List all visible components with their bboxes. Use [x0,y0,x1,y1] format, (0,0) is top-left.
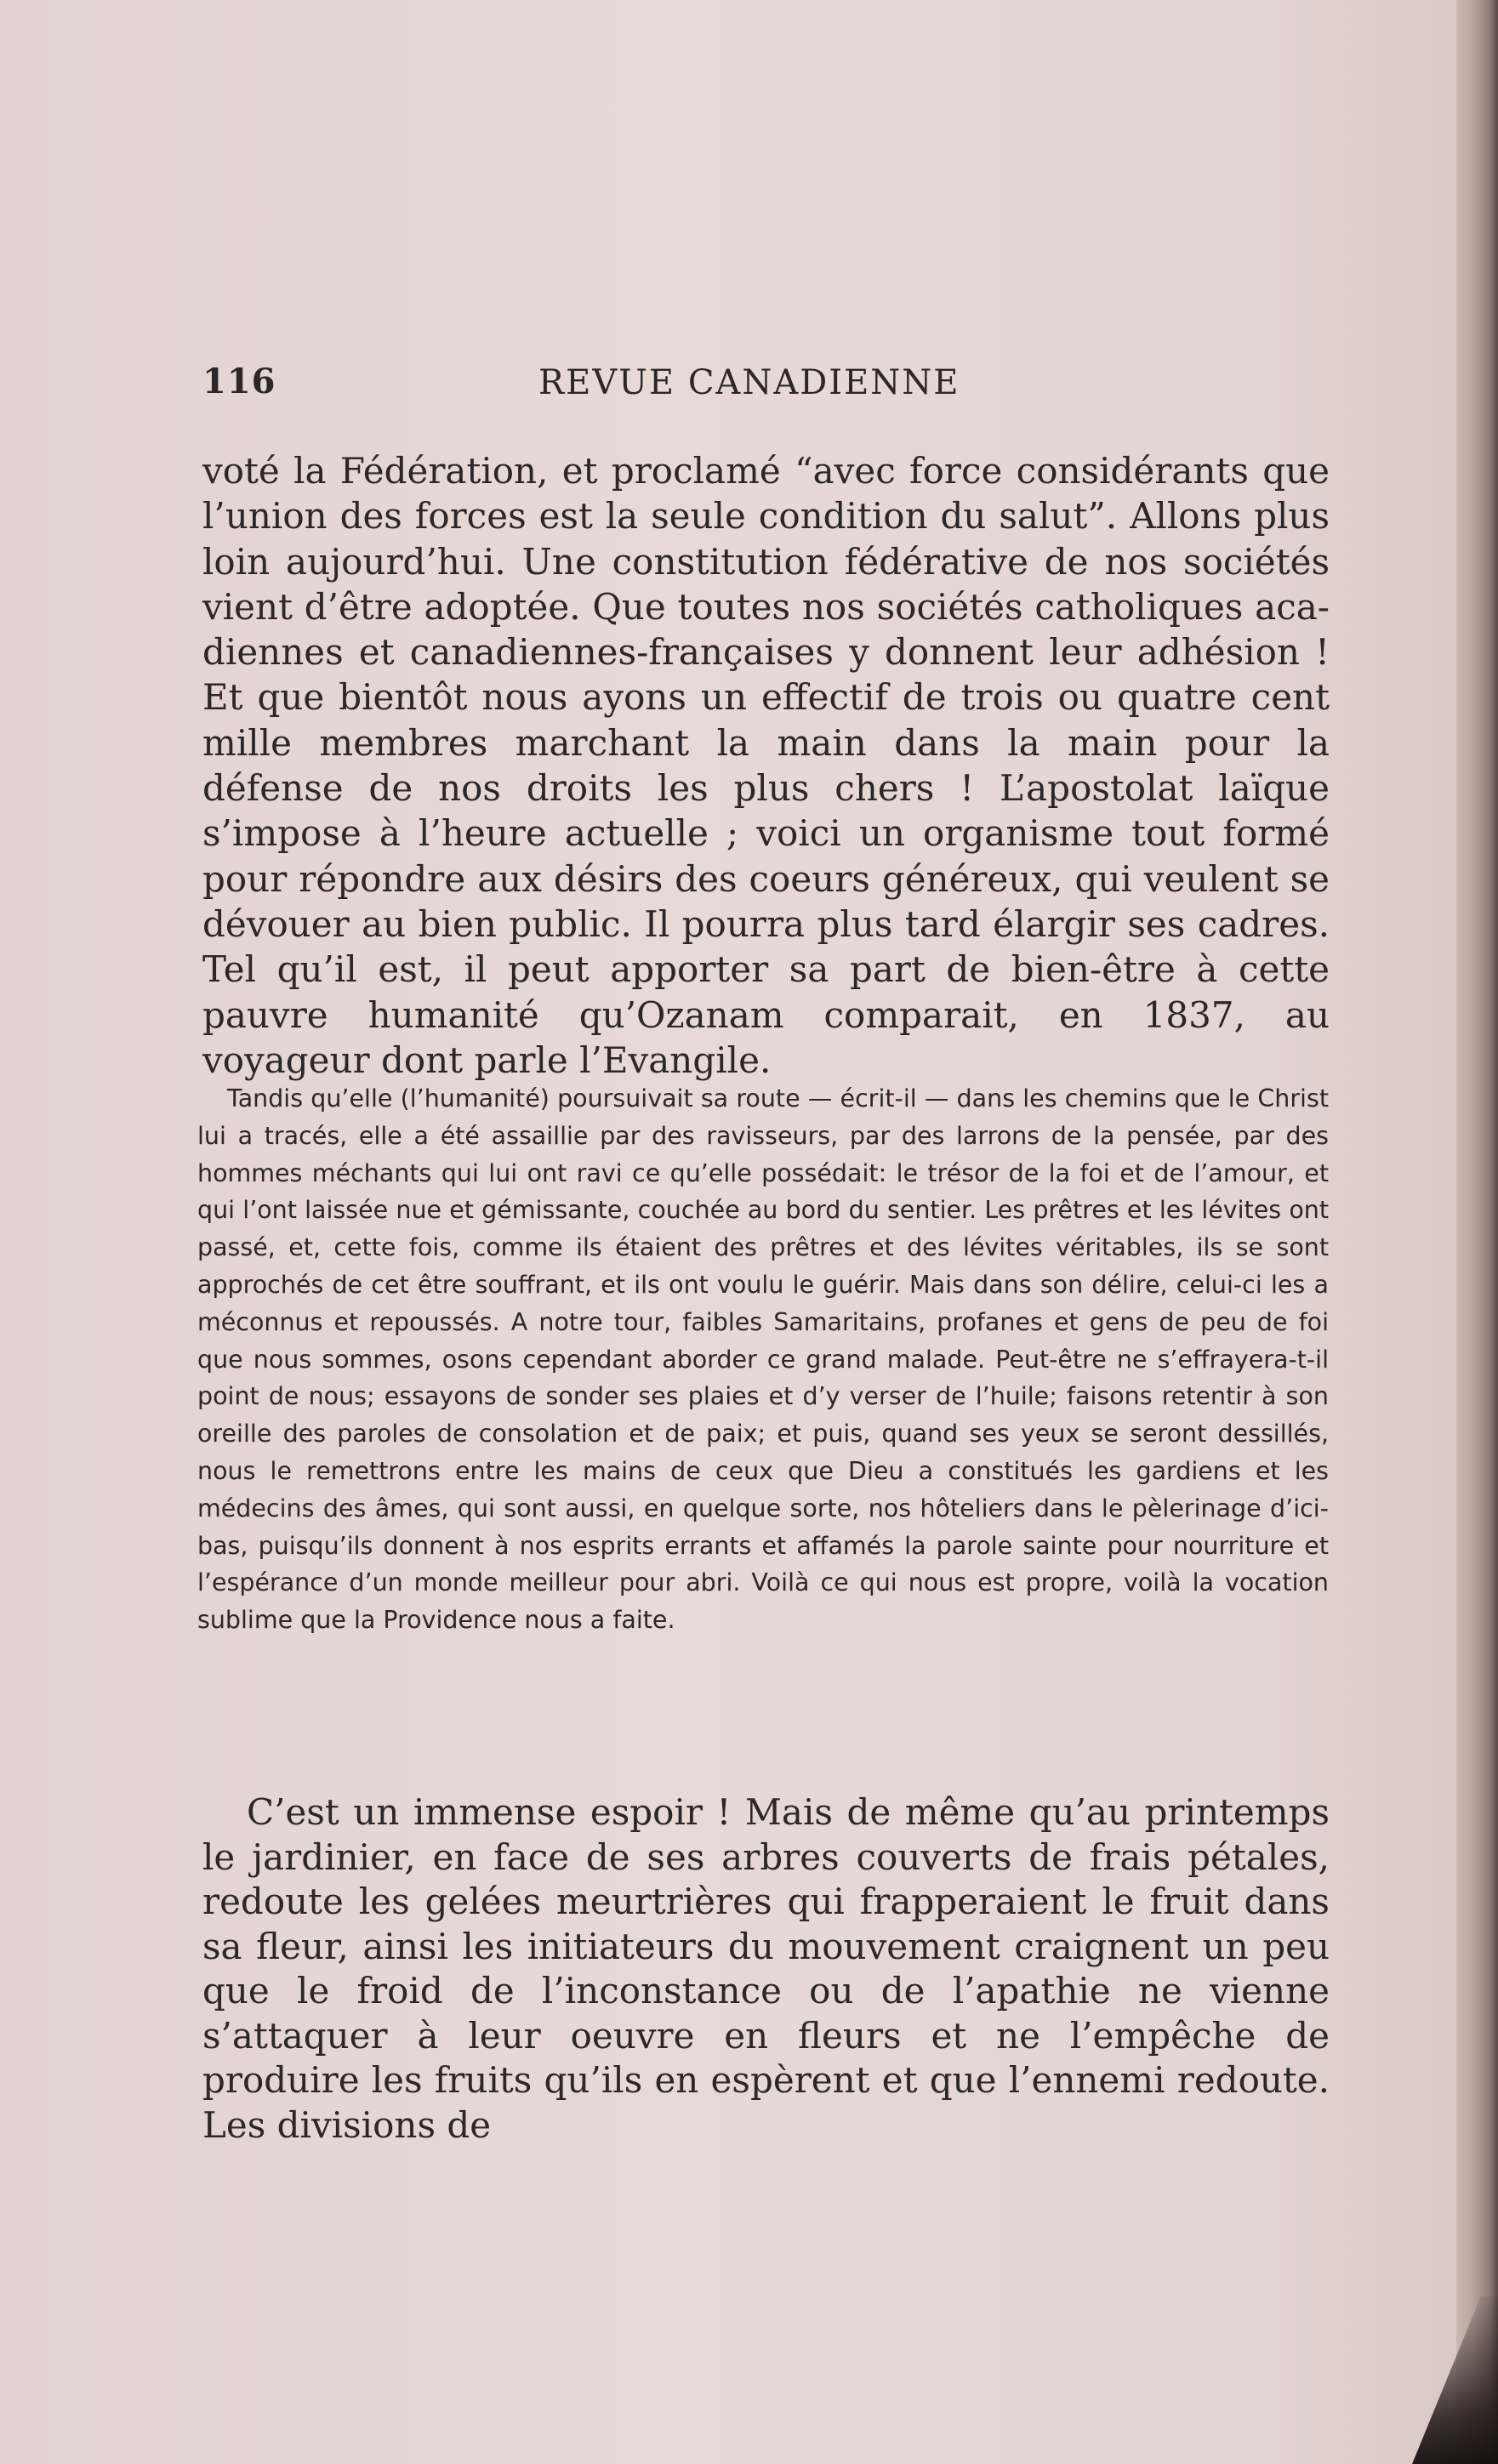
ozanam-quotation: Tandis qu’elle (l’humanité) poursuivait sa route — écrit-il — dans les chemins que le Christ lui a tracés, elle a été assaillie par des ravisseurs, par des larrons de la pensée, par des hommes méchants qui lui ont ravi ce qu’elle possédait: le trésor de la foi et de l’amour, et qui l’ont laissée nue et gémissante, couchée au bord du sentier. Les prêtres et les lévites ont passé, et, cette fois, comme ils étaient des prêtres et des lévites véritables, ils se sont approchés de cet être souffrant, et ils ont voulu le guérir. Mais dans son délire, celui-ci les a méconnus et repoussés. A notre tour, faibles Samaritains, profanes et gens de peu de foi que nous sommes, osons cependant aborder ce grand malade. Peut-être ne s’effrayera-t-il point de nous; essayons de sonder ses plaies et d’y verser de l’huile; faisons retentir à son oreille des paroles de consolation et de paix; et puis, quand ses yeux se seront dessillés, nous le remettrons entre les mains de ceux que Dieu a constitués les gardiens et les médecins des âmes, qui sont aussi, en quelque sorte, nos hôteliers dans le pèlerinage d’ici-bas, puisqu’ils donnent à nos esprits errants et affamés la parole sainte pour nourriture et l’espérance d’un monde meilleur pour abri. Voilà ce qui nous est propre, voilà la vocation sublime que la Providence nous a faite. [197,1084,1329,1635]
running-head [202,361,1053,406]
book-spine-edge [1456,0,1498,2464]
paragraph-espoir: C’est un immense espoir ! Mais de même qu’au printemps le jardinier, en face de ses arbres couverts de frais pétales, redoute les gelées meurtrières qui frapperaient le fruit dans sa fleur, ainsi les initiateurs du mouvement craignent un peu que le froid de l’inconstance ou de l’apathie ne vienne s’attaquer à leur oeuvre en fleurs et ne l’empêche de produire les fruits qu’ils en espèrent et que l’ennemi redoute. Les divisions de [202,1791,1330,2146]
running-title: REVUE CANADIENNE [538,363,960,402]
page-number: 116 [202,361,276,401]
paragraph-federation: voté la Fédération, et proclamé “avec force considérants que l’union des forces est la seule condition du salut”. Allons plus loin aujourd’hui. Une constitution fédérative de nos sociétés vient d’être adoptée. Que toutes nos sociétés catholiques acadiennes et canadiennes-françaises y donnent leur adhésion ! Et que bientôt nous ayons un effectif de trois ou quatre cent mille membres marchant la main dans la main pour la défense de nos droits les plus chers ! L’apostolat laïque s’impose à l’heure actuelle ; voici un organisme tout formé pour répondre aux désirs des coeurs généreux, qui veulent se dévouer au bien public. Il pourra plus tard élargir ses cadres. Tel qu’il est, il peut apporter sa part de bien-être à cette pauvre humanité qu’Ozanam comparait, en 1837, au voyageur dont parle l’Evangile. [202,450,1330,1081]
